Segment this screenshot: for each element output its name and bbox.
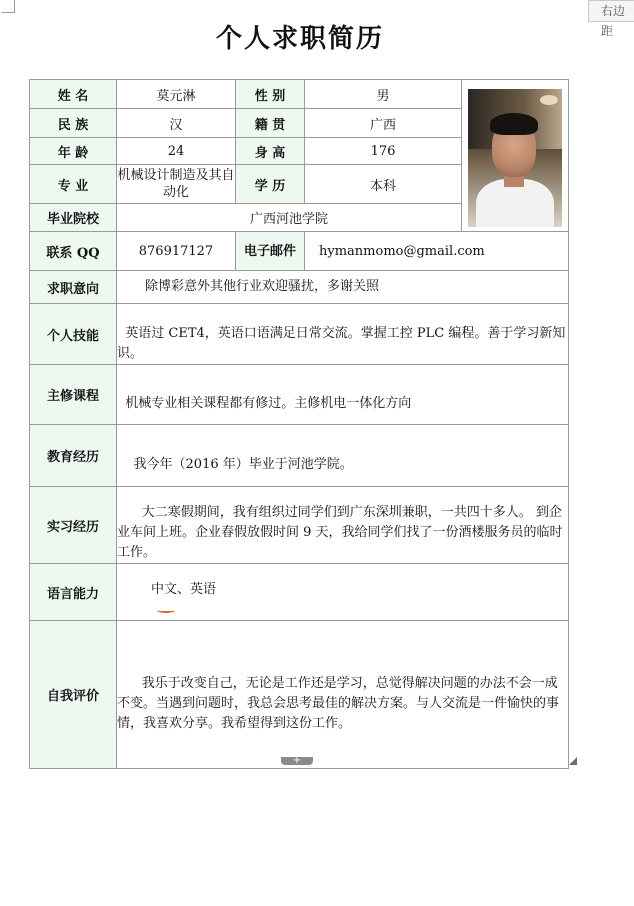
edu-exp-label: 教育经历 (30, 425, 117, 487)
age-label: 年 龄 (30, 138, 117, 165)
intern-label: 实习经历 (30, 487, 117, 564)
qq-label: 联系 QQ (30, 232, 117, 271)
hometown-value[interactable]: 广西 (305, 109, 462, 138)
height-label: 身 高 (236, 138, 305, 165)
name-label: 姓 名 (30, 80, 117, 109)
major-value[interactable]: 机械设计制造及其自动化 (117, 165, 236, 204)
gender-label: 性 别 (236, 80, 305, 109)
photo-cell (462, 80, 569, 232)
self-eval-label: 自我评价 (30, 621, 117, 769)
qq-value[interactable]: 876917127 (117, 232, 236, 271)
self-eval-value[interactable] (117, 621, 569, 769)
skills-label: 个人技能 (30, 304, 117, 365)
intern-value[interactable] (117, 487, 569, 564)
table-resize-handle[interactable] (569, 757, 577, 765)
intern-text: 大二寒假期间，我有组织过同学们到广东深圳兼职，一共四十多人。 到企业车间上班。企业春假放假时间 9 天，我给同学们找了一份酒楼服务员的临时工作。 (117, 505, 563, 560)
language-value[interactable] (117, 564, 569, 621)
hometown-label: 籍 贯 (236, 109, 305, 138)
resume-table (29, 79, 569, 769)
major-label: 专 业 (30, 165, 117, 204)
education-label: 学 历 (236, 165, 305, 204)
intention-text: 除博彩意外其他行业欢迎骚扰，多谢关照 (145, 279, 380, 294)
age-value[interactable]: 24 (117, 138, 236, 165)
spellcheck-underline (157, 608, 175, 613)
courses-value[interactable] (117, 365, 569, 425)
name-value[interactable]: 莫元淋 (117, 80, 236, 109)
crop-mark-top-left (2, 0, 15, 13)
language-label: 语言能力 (30, 564, 117, 621)
page-title: 个人求职简历 (215, 24, 384, 54)
courses-label: 主修课程 (30, 365, 117, 425)
courses-text: 机械专业相关课程都有修过。主修机电一体化方向 (117, 395, 412, 411)
edu-exp-value[interactable] (117, 425, 569, 487)
email-value[interactable]: hymanmomo@gmail.com (305, 232, 569, 271)
self-eval-text: 我乐于改变自己，无论是工作还是学习，总觉得解决问题的办法不会一成不变。当遇到问题时，我总会思考最佳的解决方案。与人交流是一件愉快的事情，我喜欢分享。我希望得到这份工作。 (117, 675, 560, 731)
skills-text: 英语过 CET4，英语口语满足日常交流。掌握工控 PLC 编程。善于学习新知识。 (117, 326, 566, 361)
school-value[interactable]: 广西河池学院 (117, 204, 462, 232)
gender-value[interactable]: 男 (305, 80, 462, 109)
margin-tab[interactable]: 右边距 (588, 0, 634, 22)
intention-label: 求职意向 (30, 271, 117, 304)
intention-value[interactable] (117, 271, 569, 304)
ethnicity-value[interactable]: 汉 (117, 109, 236, 138)
height-value[interactable]: 176 (305, 138, 462, 165)
ethnicity-label: 民 族 (30, 109, 117, 138)
email-label: 电子邮件 (236, 232, 305, 271)
profile-photo[interactable] (468, 89, 562, 227)
skills-value[interactable] (117, 304, 569, 365)
add-row-handle[interactable]: + (281, 757, 313, 765)
school-label: 毕业院校 (30, 204, 117, 232)
edu-exp-text: 我今年（2016 年）毕业于河池学院。 (117, 456, 353, 472)
education-value[interactable]: 本科 (305, 165, 462, 204)
language-text: 中文、英语 (151, 582, 217, 597)
